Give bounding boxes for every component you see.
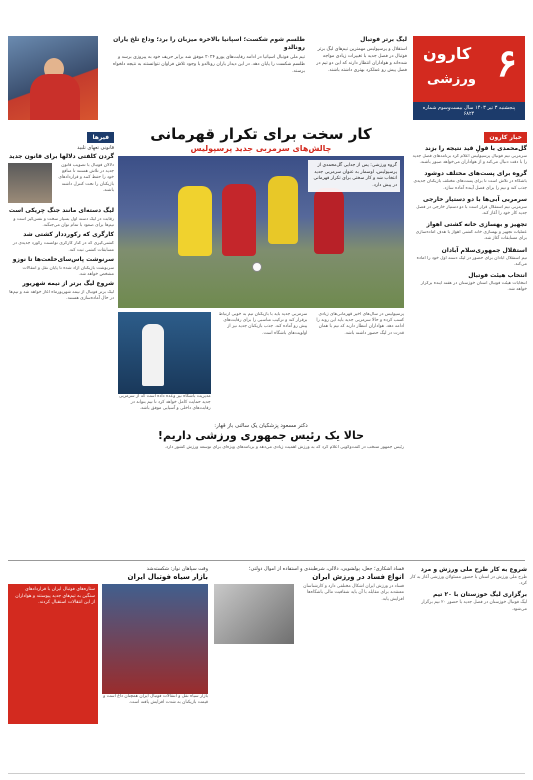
- left-kicker: قانونی تعهای تلبید: [77, 145, 114, 151]
- right-section-label: خبار کارون: [484, 132, 527, 143]
- right-news-item: [409, 272, 527, 293]
- right-news-item: [409, 170, 527, 191]
- right-news-title: سرمربی آبی‌ها با دو دستیار خارجی: [423, 195, 527, 203]
- footer-line: [8, 773, 525, 774]
- right-news-text: تیم استقلال آبادان برای حضور در لیگ دسته اول خود را آماده می‌کند.: [416, 255, 527, 267]
- coach-photo: [118, 312, 211, 394]
- left-news-text: سرنوشت بازیکنان آزاد شده تا پایان نقل و انتقالات مشخص خواهد شد.: [22, 265, 114, 278]
- right-news-text: انتخابات هیئت فوتبال استان خوزستان در هفته آینده برگزار خواهد شد.: [420, 281, 527, 293]
- top-news-2-title: طلسم شوم شکست؛ اسپانیا بالاخره میزبان را برد؛ وداع تلخ یاران رونالدو: [113, 36, 305, 51]
- right-news-title: گل‌محمدی با قولِ قید نتیجه را بزند: [425, 145, 527, 152]
- left-news-text: لیگ برتر فوتبال از نیمه شهریورماه آغاز خواهد شد و تیم‌ها در حال آماده‌سازی هستند.: [9, 290, 114, 302]
- issue-line: پنجشنبه ۳ تیر ۱۴۰۳ سال بیست‌وسوم شماره ۶۸۲۴: [413, 102, 525, 120]
- broker-photo: [8, 163, 52, 203]
- bottom-mid-story: [214, 566, 404, 770]
- top-news-box-1: [311, 36, 407, 120]
- right-news-item: [409, 221, 527, 242]
- right-news-text: سرمربی تیم استقلال قرار است با دو دستیار خارجی در فصل جدید کار خود را آغاز کند.: [416, 204, 527, 217]
- center-story: [118, 124, 404, 485]
- interview-text: رئیس جمهور منتخب در گفت‌وگویی اعلام کرد که به ورزش اهمیت زیادی می‌دهد و برنامه‌های ویژه‌ای برای توسعه ورزش کشور دارد.: [164, 445, 404, 450]
- right-column: [409, 124, 527, 560]
- left-news-title: کارگری که رکورددار کشتی شد: [23, 231, 114, 239]
- left-news-title: شروع لیگ برتر از نیمه شهریور: [22, 280, 114, 288]
- bottom-left-kicker: وقت سپاهان نوار: شکسته‌شد: [146, 566, 208, 572]
- bottom-mid-kicker: فساد آشکاری؛ جعل، پولشویی، دلالی، شرطبندی و استفاده از اموال دولتی؛: [248, 566, 404, 572]
- main-subhead: چالش‌های سرمربی جدید پرسپولیس: [190, 144, 332, 153]
- left-section-label: فیرها: [87, 132, 114, 143]
- left-news-title: گردن کلفتی دلالها برای قانون جدید: [8, 153, 114, 160]
- bottom-right-column: [409, 566, 527, 770]
- interview-headline: حالا یک رئیس جمهوری ورزشی داریم!: [157, 429, 365, 442]
- right-news-text: طرح ملی ورزش در استان با حضور مسئولان ورزشی آغاز به کار کرد.: [409, 575, 527, 587]
- center-col-3: [118, 312, 211, 420]
- football-match-photo: [118, 156, 404, 308]
- left-column: [8, 124, 114, 560]
- red-highlight-box: ستاره‌های فوتبال ایران با قراردادهای سنگین به تیم‌های جدید پیوستند و هواداران از این انتقالات استقبال کردند.: [8, 584, 98, 724]
- right-news-text: باشگاه در تلاش است تا برای پست‌های مختلف بازیکنان جدیدی جذب کند و تیم را برای فصل آینده آماده سازد.: [413, 179, 527, 191]
- center-col-1: پرسپولیس در سال‌های اخیر قهرمانی‌های زیادی کسب کرده و حالا سرمربی جدید باید این روند را ادامه دهد. هواداران انتظار دارند که تیم با همان قدرت در لیگ حضور داشته باشد.: [316, 312, 404, 336]
- ball-icon: [252, 262, 262, 272]
- masthead: [413, 36, 525, 120]
- right-news-item: [409, 566, 527, 587]
- interview-kicker: دکتر مسعود پزشکیان یک سالنی باز قهار:: [214, 423, 308, 429]
- center-text-columns: [118, 312, 404, 420]
- coach-photo-text: مدیریت باشگاه نیز وعده داده است که از سرمربی جدید حمایت کامل خواهد کرد تا تیم بتواند در رقابت‌های داخلی و آسیایی موفق باشد.: [118, 394, 211, 412]
- left-news-title: لیگ دسته‌ای مانند جنگ چریکی است: [8, 207, 114, 214]
- bottom-left-text: بازار سیاه نقل و انتقالات فوتبال ایران همچنان داغ است و قیمت بازیکنان به شدت افزایش یافته است.: [103, 694, 208, 706]
- top-news-1-text: استقلال و پرسپولیس مهمترین تیم‌های لیگ برتر فوتبال در فصل جدید با تغییرات زیادی مواجه شده‌اند و هواداران انتظار دارند که این دو تیم در فصل پیش رو عملکرد بهتری داشته باشند.: [316, 47, 407, 73]
- right-news-text: سرمربی تیم فوتبال پرسپولیس اعلام کرد برنامه‌های فصل جدید را با دقت دنبال می‌کند و از هواداران می‌خواهد صبور باشند.: [412, 154, 527, 166]
- page-number: ۶: [496, 40, 517, 85]
- bottom-divider: [8, 560, 525, 561]
- money-photo: [214, 584, 294, 644]
- right-news-item: [409, 145, 527, 166]
- right-news-item: [409, 247, 527, 268]
- right-news-item: [409, 591, 527, 612]
- right-news-title: تجهیز و بهسازی خانه کشتی اهواز: [426, 221, 527, 229]
- players-photo: [102, 584, 208, 694]
- section-name: ورزشی: [427, 72, 476, 87]
- left-news-title: سرنوشت پاس‌سای‌خلعت‌ها تا نوزو: [12, 255, 114, 263]
- top-news-box-2: [105, 36, 305, 120]
- right-news-title: استقلال جمهوری‌سلام آبادان: [441, 246, 527, 254]
- left-news-text: رقابت در لیگ دسته اول بسیار سخت و نفس‌گیر است و تیم‌ها برای صعود با تمام توان می‌جنگند.: [13, 217, 114, 229]
- bottom-left-title: بازار سیاه فوتبال ایران: [127, 573, 208, 582]
- bottom-mid-text: فساد در ورزش ایران اشکال مختلفی دارد و کارشناسان معتقدند برای مقابله با آن باید شفافیت مالی باشگاه‌ها افزایش یابد.: [303, 584, 404, 602]
- center-col-2: سرمربی جدید باید با بازیکنان تیم به خوبی ارتباط برقرار کند و ترکیب مناسبی را برای رقابت‌های پیش رو آماده کند. جذب بازیکنان جدید نیز از اولویت‌های باشگاه است.: [218, 312, 308, 336]
- right-news-title: گروه برای پست‌های مختلف دوشود: [424, 170, 527, 178]
- bottom-left-story: [8, 566, 208, 770]
- right-news-text: لیگ فوتبال خوزستان در فصل جدید با حضور ۲۰ تیم برگزار می‌شود.: [421, 600, 527, 612]
- spain-player-photo: [8, 36, 98, 120]
- left-news-text: دلالان فوتبال با تصویب قانون جدید در تلاش هستند تا منافع خود را حفظ کنند و قراردادهای بازیکنان را تحت کنترل داشته باشند.: [58, 163, 114, 193]
- top-news-2-text: تیم ملی فوتبال اسپانیا در ادامه رقابت‌های یورو ۲۰۲۴ موفق شد برابر حریف خود به پیروزی برسد و طلسم شکست را پایان دهد. در این دیدار یاران رونالدو با وجود تلاش فراوان نتوانستند به نتیجه دلخواه برسند.: [112, 55, 305, 74]
- right-news-title: شروع به کار طرح ملی ورزش و مرد: [420, 566, 527, 573]
- right-news-title: برگزاری لیگ خوزستان با ۲۰ تیم: [432, 591, 527, 599]
- top-news-1-title: لیگ برتر فوتبال: [360, 36, 407, 43]
- newspaper-name: کارون: [423, 44, 472, 63]
- photo-caption-box: گروه ورزشی: پس از جدایی گل‌محمدی از پرسپولیس، اوسمار به عنوان سرمربی جدید انتخاب شد و کار سختی برای تکرار قهرمانی در پیش دارد.: [308, 160, 400, 192]
- left-news-text: کشتی‌گیری که در کنار کارگری توانست رکورد جدیدی در مسابقات کشتی ثبت کند.: [12, 241, 114, 253]
- right-news-title: انتخاب هیئت فوتبال: [468, 272, 527, 280]
- bottom-mid-title: انواع فساد در ورزش ایران: [312, 573, 404, 582]
- right-news-item: [409, 196, 527, 217]
- main-headline: کار سخت برای تکرار قهرمانی: [150, 125, 372, 143]
- right-news-text: عملیات تجهیز و بهسازی خانه کشتی اهواز با هدف آماده‌سازی برای مسابقات آغاز شد.: [415, 230, 527, 242]
